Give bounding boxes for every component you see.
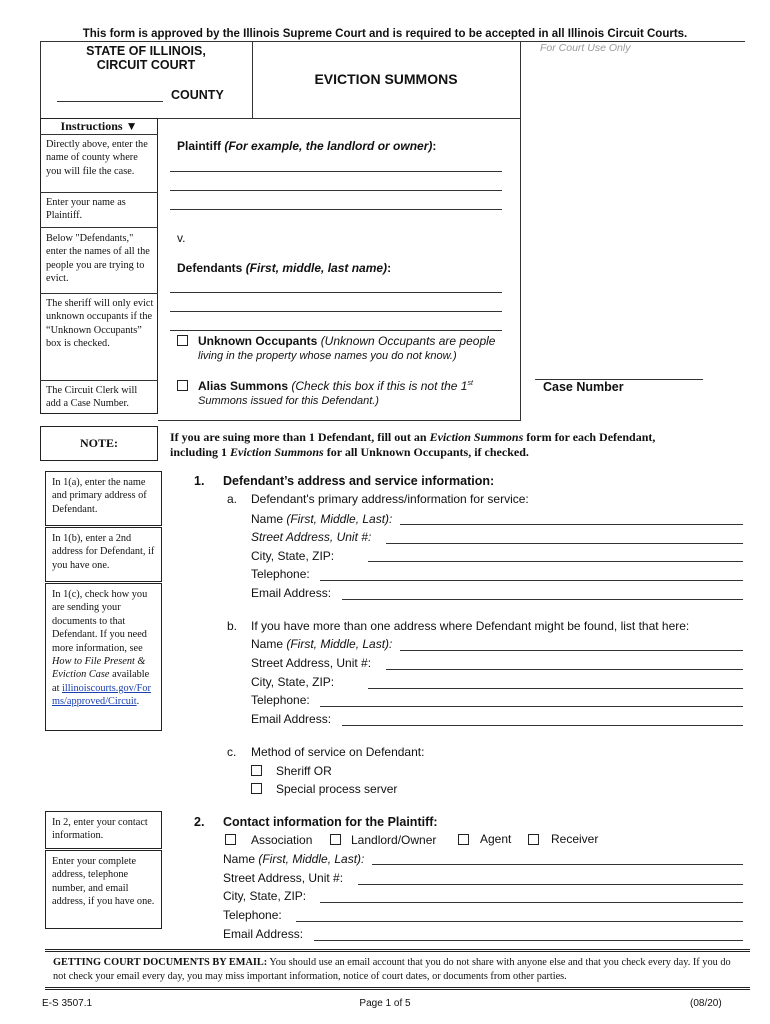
plaintiff-label: Plaintiff (For example, the landlord or owner): [177,139,437,153]
association-checkbox[interactable] [225,834,236,845]
plaintiff-name-label: Name (First, Middle, Last): [223,852,365,866]
unknown-occupants-label: Unknown Occupants (Unknown Occupants are people [198,334,496,348]
alt-phone-label: Telephone: [251,693,310,707]
instruction-item-5: The Circuit Clerk will add a Case Number. [46,385,138,410]
landlord-owner-checkbox[interactable] [330,834,341,845]
top-notice: This form is approved by the Illinois Supreme Court and is required to be accepted in all Illinois Circuit Courts. [82,28,688,40]
instruction-item-4: The sheriff will only evict unknown occupants if the “Unknown Occupants” box is checked. [46,298,154,350]
county-label: COUNTY [171,88,224,102]
court-label: CIRCUIT COURT [96,58,196,72]
instr-rule-4 [40,380,158,381]
side-note-1c: In 1(c), check how you are sending your documents to that Defendant. If you need more information, see How to File Present & Eviction Case available at illinoiscourts.gov/Forms/approved/Circuit. [45,583,162,731]
triangle-down-icon: ▼ [125,119,138,133]
plaintiff-name-line[interactable] [372,864,743,865]
side-note-1b: In 1(b), enter a 2nd address for Defendant, if you have one. [45,527,162,582]
section-2-number: 2. [194,815,205,829]
instr-rule-2 [40,227,158,228]
alias-summons-checkbox[interactable] [177,380,188,391]
agent-label: Agent [480,832,512,846]
instruction-item-3: Below "Defendants," enter the names of all the people you are trying to evict. [46,233,150,285]
plaintiff-street-label: Street Address, Unit #: [223,871,344,885]
plaintiff-city-line[interactable] [320,902,743,903]
side-note-2a: In 2, enter your contact information. [45,811,162,849]
instr-rule-1 [40,192,158,193]
section-1a-text: Defendant's primary address/information for service: [251,492,529,506]
plaintiff-line-2[interactable] [170,190,502,191]
defendant-line-1[interactable] [170,292,502,293]
court-use-divider [520,41,521,421]
receiver-checkbox[interactable] [528,834,539,845]
alt-street-label: Street Address, Unit #: [251,656,372,670]
alt-city-line[interactable] [368,688,743,689]
defendants-label: Defendants (First, middle, last name): [177,261,392,275]
versus-label: v. [177,231,186,245]
note-line-2: including 1 Eviction Summons for all Unknown Occupants, if checked. [170,445,529,459]
process-server-checkbox[interactable] [251,783,262,794]
plaintiff-email-line[interactable] [314,940,743,941]
case-number-label: Case Number [543,380,624,394]
section-1c-text: Method of service on Defendant: [251,745,425,759]
def-name-label: Name (First, Middle, Last): [251,512,393,526]
def-email-line[interactable] [342,599,743,600]
instr-rule-3 [40,293,158,294]
plaintiff-street-line[interactable] [358,884,743,885]
defendant-line-3[interactable] [170,330,502,331]
section-1a-letter: a. [227,492,238,506]
plaintiff-city-label: City, State, ZIP: [223,889,307,903]
section-1b-letter: b. [227,619,238,633]
unknown-occupants-hint: living in the property whose names you do not know.) [198,350,457,362]
header-top-rule [40,41,745,42]
instructions-title[interactable]: Instructions ▼ [60,119,138,133]
instr-rule-0 [40,134,158,135]
def-city-label: City, State, ZIP: [251,549,335,563]
side-note-2b: Enter your complete address, telephone number, and email address, if you have one. [45,850,162,929]
plaintiff-email-label: Email Address: [223,927,304,941]
side-note-1a: In 1(a), enter the name and primary address of Defendant. [45,471,162,526]
alias-summons-hint: Summons issued for this Defendant.) [198,395,379,407]
plaintiff-phone-line[interactable] [296,921,743,922]
unknown-occupants-checkbox[interactable] [177,335,188,346]
section-1c-letter: c. [227,745,237,759]
defendant-line-2[interactable] [170,311,502,312]
alt-email-line[interactable] [342,725,743,726]
def-phone-line[interactable] [320,580,743,581]
alt-name-line[interactable] [400,650,743,651]
receiver-label: Receiver [551,832,599,846]
instruction-item-1: Directly above, enter the name of county where you will file the case. [46,139,148,177]
alt-street-line[interactable] [386,669,743,670]
form-title: EVICTION SUMMONS [314,71,458,87]
forms-link[interactable]: illinoiscourts.gov/Forms/approved/Circuit [52,682,151,708]
landlord-owner-label: Landlord/Owner [351,833,437,847]
sheriff-checkbox[interactable] [251,765,262,776]
alias-summons-label: Alias Summons (Check this box if this is not the 1st [198,379,473,393]
form-id: E-S 3507.1 [42,998,93,1009]
plaintiff-phone-label: Telephone: [223,908,282,922]
email-notice: GETTING COURT DOCUMENTS BY EMAIL: You should use an email account that you do not share with anyone else and that you check every day. If you do not check your email every day, you may miss important information, notice of court dates, or documents from other parties. [45,949,750,990]
alt-name-label: Name (First, Middle, Last): [251,637,393,651]
association-label: Association [251,833,313,847]
section-1b-text: If you have more than one address where Defendant might be found, list that here: [251,619,690,633]
page-number: Page 1 of 5 [359,998,411,1009]
alt-city-label: City, State, ZIP: [251,675,335,689]
section-1-number: 1. [194,474,205,488]
def-street-label: Street Address, Unit #: [251,530,372,544]
def-phone-label: Telephone: [251,567,310,581]
sheriff-label: Sheriff OR [276,764,332,778]
alt-email-label: Email Address: [251,712,332,726]
process-server-label: Special process server [276,782,398,796]
note-label: NOTE: [79,436,118,450]
plaintiff-line-1[interactable] [170,171,502,172]
section-1-title: Defendant’s address and service information: [223,474,495,488]
instruction-item-2: Enter your name as Plaintiff. [46,197,126,222]
caption-bottom-rule [158,420,520,421]
def-city-line[interactable] [368,561,743,562]
court-use-label: For Court Use Only [540,42,631,54]
def-name-line[interactable] [400,524,743,525]
note-line-1: If you are suing more than 1 Defendant, fill out an Eviction Summons form for each Defendant, [170,430,656,444]
agent-checkbox[interactable] [458,834,469,845]
state-label: STATE OF ILLINOIS, [86,44,206,58]
section-2-title: Contact information for the Plaintiff: [223,815,438,829]
def-street-line[interactable] [386,543,743,544]
alt-phone-line[interactable] [320,706,743,707]
plaintiff-line-3[interactable] [170,209,502,210]
form-date: (08/20) [690,998,722,1009]
county-line[interactable] [57,101,163,102]
def-email-label: Email Address: [251,586,332,600]
